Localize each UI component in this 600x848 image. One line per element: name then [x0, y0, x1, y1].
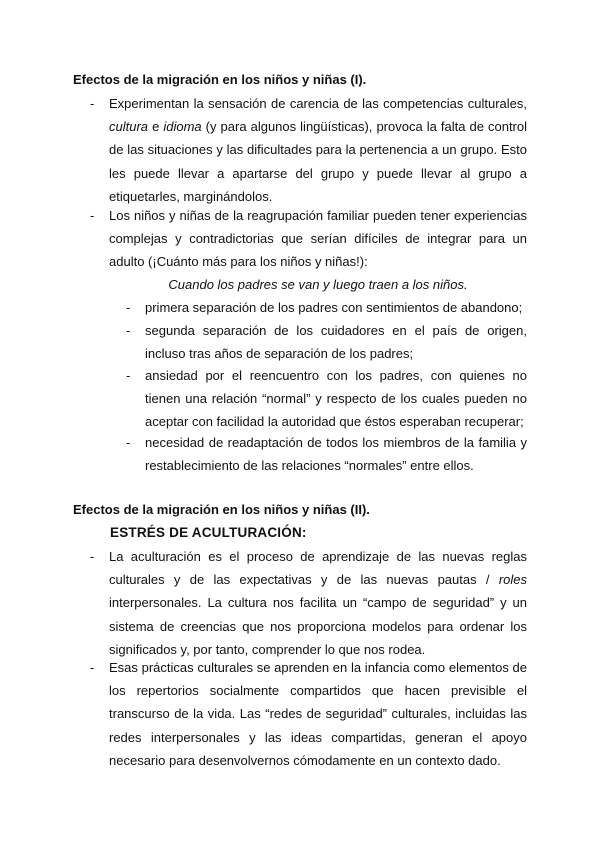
bullet-dash: -	[90, 208, 95, 223]
bullet-dash: -	[90, 96, 95, 111]
section-1-subitem-3	[126, 364, 527, 434]
item-text: Experimentan la sensación de carencia de las competencias culturales,	[109, 96, 527, 111]
bullet-dash: -	[90, 660, 95, 675]
item-text-italic: roles	[498, 572, 527, 588]
item-text: Esas prácticas culturales se aprenden en la infancia como elementos de los repertorios socialmente compartidos que hacen previsible el transcurso de la vida. Las “redes de seguridad” culturales, incluidas las redes interpersonales y las ideas compartidas, generan el apoyo necesario para desenvolvernos cómodamente en un contexto dado.	[109, 660, 527, 768]
item-text-italic: idioma	[163, 119, 202, 135]
section-1-quote: Cuando los padres se van y luego traen a los niños.	[168, 277, 468, 292]
section-1-item-2	[90, 204, 527, 274]
item-text: Los niños y niñas de la reagrupación familiar pueden tener experiencias complejas y contradictorias que serían difíciles de integrar para un adulto (¡Cuánto más para los niños y niñas!):	[109, 208, 527, 270]
bullet-dash: -	[126, 300, 131, 315]
section-1-subitem-1	[126, 296, 527, 319]
section-2-heading: Efectos de la migración en los niños y niñas (II).	[73, 502, 370, 517]
item-text: e	[148, 119, 164, 135]
subitem-text: primera separación de los padres con sentimientos de abandono;	[145, 300, 523, 315]
section-1-subitem-4	[126, 431, 527, 477]
section-2-subheading: ESTRÉS DE ACULTURACIÓN:	[110, 525, 307, 540]
subitem-text: segunda separación de los cuidadores en el país de origen, incluso tras años de separación de los padres;	[145, 323, 527, 362]
subitem-text: necesidad de readaptación de todos los miembros de la familia y restablecimiento de las relaciones “normales” entre ellos.	[145, 435, 527, 474]
bullet-dash: -	[90, 549, 95, 564]
item-text: interpersonales. La cultura nos facilita un “campo de seguridad” y un sistema de creencias que nos proporciona modelos para ordenar los significados y, por tanto, comprender lo que nos rodea.	[109, 595, 527, 657]
section-2-item-2	[90, 656, 527, 772]
bullet-dash: -	[126, 435, 131, 450]
item-text: (y para algunos lingüísticas), provoca la falta de control de las situaciones y las dificultades para la pertenencia a un grupo. Esto les puede llevar a apartarse del grupo y puede llevar al grupo a etiquetarles, marginándolos.	[109, 119, 527, 204]
bullet-dash: -	[126, 323, 131, 338]
subitem-text: ansiedad por el reencuentro con los padres, con quienes no tienen una relación “normal” y respecto de los cuales pueden no aceptar con facilidad la autoridad que éstos esperaban recuperar;	[145, 368, 527, 430]
section-1-heading: Efectos de la migración en los niños y niñas (I).	[73, 72, 367, 87]
item-text-italic: cultura	[109, 119, 149, 135]
bullet-dash: -	[126, 368, 131, 383]
section-1-subitem-2	[126, 319, 527, 365]
section-1-item-1	[90, 92, 527, 208]
item-text: La aculturación es el proceso de aprendizaje de las nuevas reglas culturales y de las expectativas y de las nuevas pautas /	[109, 549, 527, 588]
section-2-item-1	[90, 545, 527, 661]
